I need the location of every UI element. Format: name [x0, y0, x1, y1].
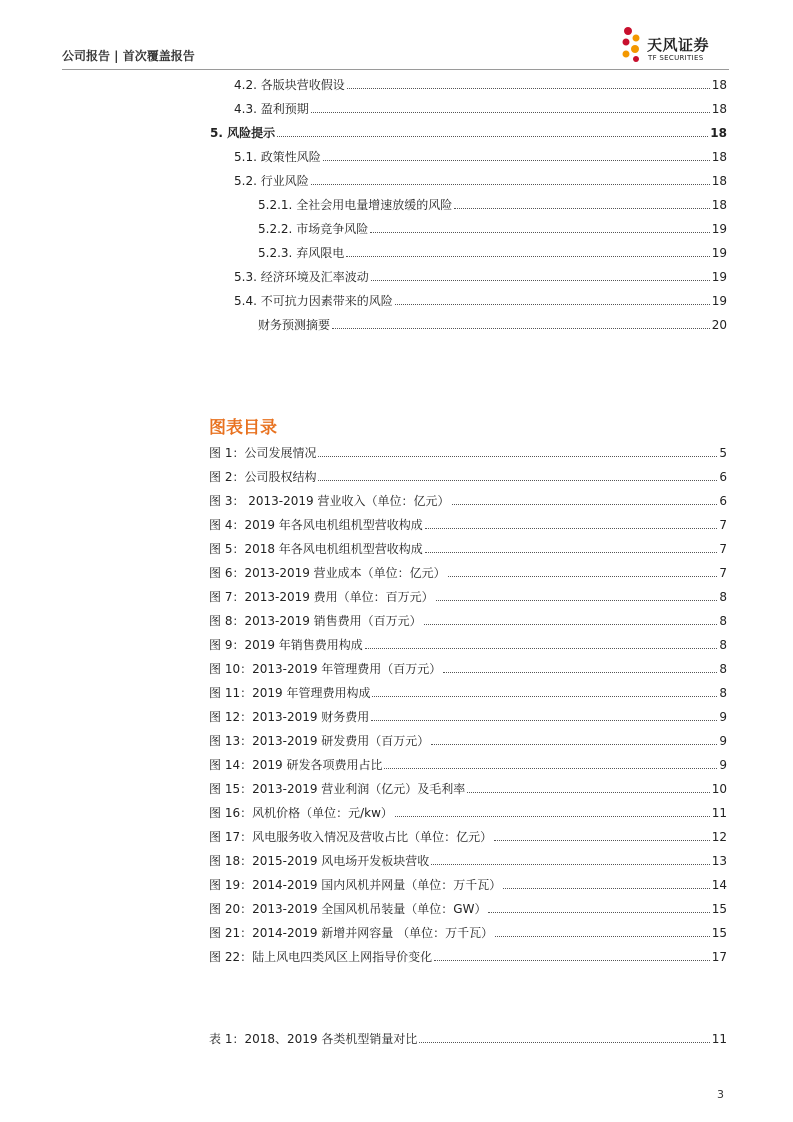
dot-leader — [425, 552, 718, 553]
toc-entry[interactable] — [234, 292, 727, 308]
dot-leader — [443, 672, 717, 673]
figure-entry-page: 7 — [719, 542, 727, 556]
dot-leader — [503, 888, 709, 889]
figure-entry[interactable] — [209, 684, 727, 700]
figure-entry-page: 6 — [719, 494, 727, 508]
toc-entry-number: 5.4. — [234, 294, 257, 308]
dot-leader — [425, 528, 718, 529]
figure-entry-label: 图 21：2014-2019 新增并网容量 （单位：万千瓦） — [209, 926, 494, 940]
figure-entry-page: 9 — [719, 710, 727, 724]
dot-leader — [311, 112, 710, 113]
figure-entry[interactable] — [209, 828, 727, 844]
dot-leader — [488, 912, 709, 913]
dot-leader — [384, 768, 717, 769]
toc-entry-title: 不可抗力因素带来的风险 — [260, 294, 393, 308]
dot-leader — [371, 720, 717, 721]
toc-section-entry[interactable] — [210, 124, 727, 140]
dot-leader — [424, 624, 718, 625]
figure-entry-page: 15 — [711, 902, 727, 916]
toc-entry-page: 18 — [711, 198, 727, 212]
dot-leader — [277, 136, 708, 137]
dot-leader — [434, 960, 710, 961]
figure-entry-page: 14 — [711, 878, 727, 892]
dot-leader — [372, 696, 717, 697]
tf-securities-logo — [620, 24, 732, 68]
toc-entry[interactable] — [234, 148, 727, 164]
toc-entry[interactable] — [258, 244, 727, 260]
toc-entry-page: 19 — [711, 270, 727, 284]
toc-entry[interactable] — [234, 100, 727, 116]
figure-entry-label: 图 7：2013-2019 费用（单位：百万元） — [209, 590, 434, 604]
report-type-label: 公司报告 | 首次覆盖报告 — [62, 49, 195, 63]
toc-entry-number: 5.2. — [234, 174, 257, 188]
toc-entry-title: 政策性风险 — [260, 150, 321, 164]
figure-entry-label: 图 14：2019 研发各项费用占比 — [209, 758, 383, 772]
figure-entry-page: 11 — [711, 806, 727, 820]
toc-entry-title: 全社会用电量增速放缓的风险 — [296, 198, 453, 212]
figure-entry[interactable] — [209, 492, 727, 508]
dot-leader — [494, 840, 710, 841]
toc-entry-title: 财务预测摘要 — [258, 318, 331, 332]
toc-entry-page: 18 — [711, 102, 727, 116]
toc-entry[interactable] — [234, 76, 727, 92]
toc-entry-page: 20 — [711, 318, 727, 332]
figure-entry-label: 图 19：2014-2019 国内风机并网量（单位：万千瓦） — [209, 878, 502, 892]
page-number: 3 — [717, 1088, 724, 1101]
figure-entry-page: 6 — [719, 470, 727, 484]
dot-leader — [371, 280, 710, 281]
dot-leader — [370, 232, 710, 233]
figure-entry[interactable] — [209, 708, 727, 724]
figure-entry-page: 8 — [719, 638, 727, 652]
dot-leader — [318, 480, 717, 481]
figure-entry-page: 8 — [719, 590, 727, 604]
figure-entry-label: 图 22：陆上风电四类风区上网指导价变化 — [209, 950, 433, 964]
figure-entry[interactable] — [209, 924, 727, 940]
dot-leader — [467, 792, 709, 793]
figure-entry-page: 13 — [711, 854, 727, 868]
figure-entry-label: 图 18：2015-2019 风电场开发板块营收 — [209, 854, 430, 868]
dot-leader — [495, 936, 710, 937]
toc-entry[interactable] — [234, 268, 727, 284]
dot-leader — [311, 184, 710, 185]
figure-entry-page: 5 — [719, 446, 727, 460]
figure-entry-page: 8 — [719, 662, 727, 676]
figure-entry[interactable] — [209, 444, 727, 460]
table-entry-page: 11 — [711, 1032, 727, 1046]
figure-entry[interactable] — [209, 948, 727, 964]
figure-entry[interactable] — [209, 732, 727, 748]
figure-entry[interactable] — [209, 804, 727, 820]
figure-entry[interactable] — [209, 516, 727, 532]
figure-entry-page: 12 — [711, 830, 727, 844]
toc-entry-number: 5.2.2. — [258, 222, 293, 236]
dot-leader — [365, 648, 718, 649]
figure-entry-label: 图 17：风电服务收入情况及营收占比（单位：亿元） — [209, 830, 493, 844]
table-entry-label: 表 1：2018、2019 各类机型销量对比 — [209, 1032, 418, 1046]
dot-leader — [452, 504, 718, 505]
toc-entry-title: 弃风限电 — [296, 246, 345, 260]
toc-entry[interactable] — [258, 316, 727, 332]
figure-entry-label: 图 4：2019 年各风电机组机型营收构成 — [209, 518, 423, 532]
toc-entry-title: 经济环境及汇率波动 — [260, 270, 369, 284]
figure-entry-page: 15 — [711, 926, 727, 940]
figure-entry[interactable] — [209, 780, 727, 796]
figure-entry-label: 图 2：公司股权结构 — [209, 470, 317, 484]
figure-entry-label: 图 10：2013-2019 年管理费用（百万元） — [209, 662, 442, 676]
toc-entry-number: 5.2.1. — [258, 198, 293, 212]
toc-entry-number: 4.3. — [234, 102, 257, 116]
figure-entry-label: 图 9：2019 年销售费用构成 — [209, 638, 363, 652]
figure-entry-page: 10 — [711, 782, 727, 796]
figure-entry-label: 图 16：风机价格（单位：元/kw） — [209, 806, 393, 820]
toc-entry-title: 风险提示 — [227, 126, 276, 140]
toc-entry[interactable] — [234, 172, 727, 188]
toc-entry-number: 5. — [210, 126, 223, 140]
toc-entry[interactable] — [258, 220, 727, 236]
dot-leader — [347, 88, 710, 89]
toc-entry-number: 5.3. — [234, 270, 257, 284]
figure-entry-label: 图 3： 2013-2019 营业收入（单位：亿元） — [209, 494, 450, 508]
toc-entry-number: 5.1. — [234, 150, 257, 164]
dot-leader — [431, 744, 717, 745]
toc-entry-page: 19 — [711, 246, 727, 260]
figure-entry[interactable] — [209, 660, 727, 676]
figure-entry[interactable] — [209, 612, 727, 628]
dot-leader — [454, 208, 710, 209]
toc-entry[interactable] — [258, 196, 727, 212]
table-entry[interactable] — [209, 1030, 727, 1046]
figure-entry-page: 9 — [719, 758, 727, 772]
toc-entry-title: 各版块营收假设 — [260, 78, 345, 92]
dot-leader — [436, 600, 718, 601]
dot-leader — [395, 304, 710, 305]
figure-entry[interactable] — [209, 900, 727, 916]
figure-entry[interactable] — [209, 564, 727, 580]
figure-entry-label: 图 12：2013-2019 财务费用 — [209, 710, 370, 724]
dot-leader — [419, 1042, 709, 1043]
figure-entry[interactable] — [209, 540, 727, 556]
figure-entry-label: 图 8：2013-2019 销售费用（百万元） — [209, 614, 422, 628]
toc-entry-page: 18 — [710, 126, 727, 140]
figure-entry[interactable] — [209, 852, 727, 868]
figure-entry[interactable] — [209, 756, 727, 772]
dot-leader — [318, 456, 717, 457]
toc-entry-number: 5.2.3. — [258, 246, 293, 260]
logo-chinese-name: 天风证券 — [647, 36, 710, 54]
toc-entry-page: 19 — [711, 222, 727, 236]
figure-entry[interactable] — [209, 636, 727, 652]
figures-index-heading: 图表目录 — [209, 418, 277, 438]
figure-entry-page: 8 — [719, 614, 727, 628]
toc-entry-page: 19 — [711, 294, 727, 308]
dot-leader — [323, 160, 710, 161]
figure-entry-label: 图 1：公司发展情况 — [209, 446, 317, 460]
dot-leader — [332, 328, 710, 329]
figure-entry-page: 17 — [711, 950, 727, 964]
header-divider — [62, 69, 729, 70]
dot-leader — [448, 576, 718, 577]
figure-entry-page: 7 — [719, 518, 727, 532]
toc-entry-title: 盈利预期 — [260, 102, 309, 116]
toc-entry-title: 市场竞争风险 — [296, 222, 369, 236]
figure-entry[interactable] — [209, 468, 727, 484]
figure-entry-label: 图 5：2018 年各风电机组机型营收构成 — [209, 542, 423, 556]
figure-entry-page: 9 — [719, 734, 727, 748]
figure-entry[interactable] — [209, 876, 727, 892]
figure-entry[interactable] — [209, 588, 727, 604]
figure-entry-label: 图 6：2013-2019 营业成本（单位：亿元） — [209, 566, 446, 580]
toc-entry-page: 18 — [711, 174, 727, 188]
figure-entry-page: 8 — [719, 686, 727, 700]
dot-leader — [431, 864, 709, 865]
toc-entry-number: 4.2. — [234, 78, 257, 92]
toc-entry-page: 18 — [711, 78, 727, 92]
toc-entry-title: 行业风险 — [260, 174, 309, 188]
figure-entry-label: 图 13：2013-2019 研发费用（百万元） — [209, 734, 430, 748]
figure-entry-label: 图 20：2013-2019 全国风机吊装量（单位：GW） — [209, 902, 487, 916]
figure-entry-label: 图 15：2013-2019 营业利润（亿元）及毛利率 — [209, 782, 466, 796]
figure-entry-page: 7 — [719, 566, 727, 580]
flower-logo-icon — [620, 24, 646, 64]
logo-english-name: TF SECURITIES — [648, 54, 704, 62]
toc-entry-page: 18 — [711, 150, 727, 164]
dot-leader — [395, 816, 710, 817]
dot-leader — [346, 256, 710, 257]
figure-entry-label: 图 11：2019 年管理费用构成 — [209, 686, 371, 700]
